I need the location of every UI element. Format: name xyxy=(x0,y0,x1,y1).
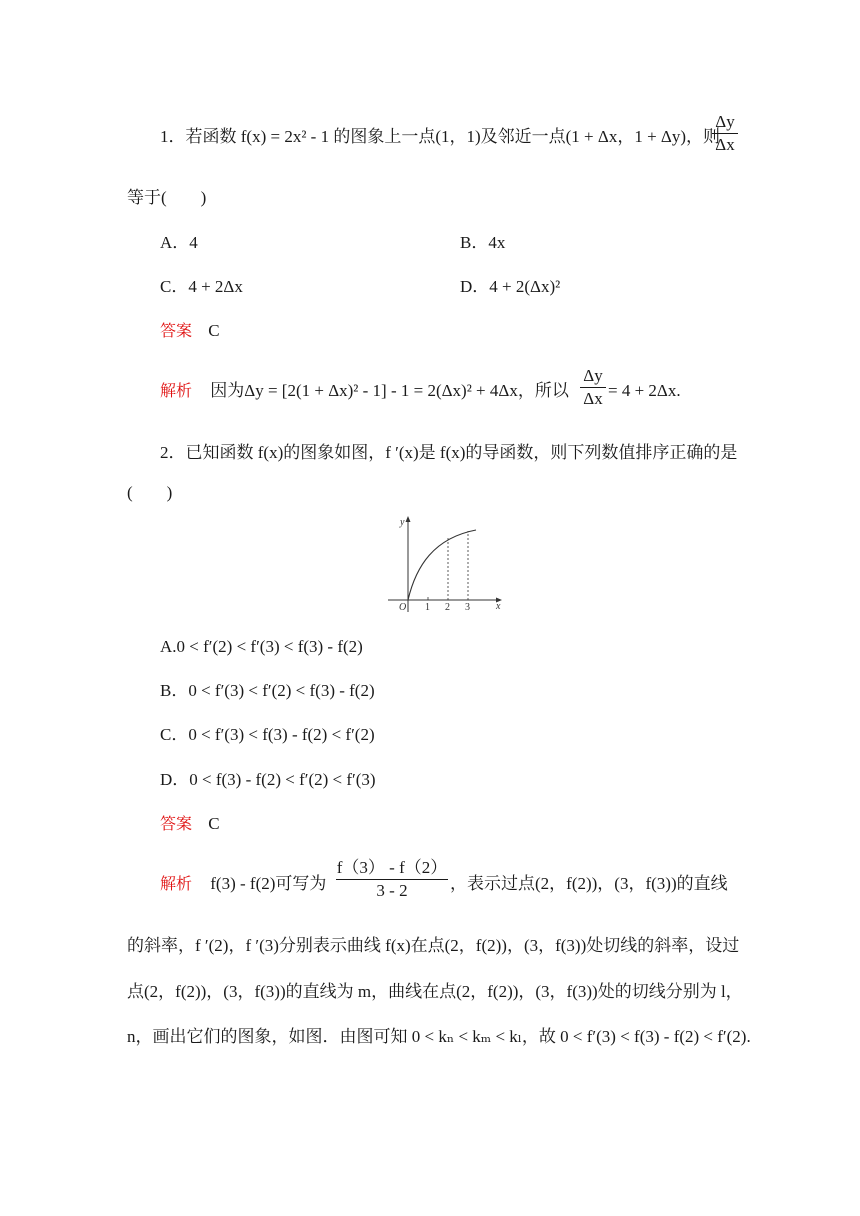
origin-label: O xyxy=(399,602,407,613)
q1-analysis-frac-den: Δx xyxy=(583,389,603,408)
analysis-label: 解析 xyxy=(160,874,193,893)
q1-stem-frac-num: Δy xyxy=(715,112,735,131)
q1-stem-line2: 等于( ) xyxy=(127,188,207,207)
curve xyxy=(408,530,476,600)
analysis-label: 解析 xyxy=(160,381,193,400)
q1-stem-line1: 1．若函数 f(x) = 2x² - 1 的图象上一点(1，1)及邻近一点(1 + Δx，1 + Δy)，则 xyxy=(160,127,721,146)
q2-analysis-fraction xyxy=(336,858,448,901)
q2-analysis-line2: 的斜率，f ′(2)，f ′(3)分别表示曲线 f(x)在点(2，f(2))，(3，f(3))处切线的斜率，设过 xyxy=(127,936,740,955)
y-axis-label: y xyxy=(400,517,405,528)
q2-answer xyxy=(160,813,220,835)
q1-option-c: C．4 + 2Δx xyxy=(160,277,243,296)
answer-label: 答案 xyxy=(160,814,193,833)
function-graph xyxy=(386,514,510,614)
tick-label-3: 3 xyxy=(465,602,470,613)
tick-label-2: 2 xyxy=(445,602,450,613)
q1-analysis xyxy=(160,380,569,402)
q2-option-a: A.0 < f′(2) < f′(3) < f(3) - f(2) xyxy=(160,637,363,656)
x-axis-label: x xyxy=(496,601,501,612)
answer-value: C xyxy=(208,814,220,833)
analysis-pre: f(3) - f(2)可写为 xyxy=(210,874,327,893)
fraction-bar xyxy=(712,133,738,134)
tick-label-1: 1 xyxy=(425,602,430,613)
q1-analysis-tail: = 4 + 2Δx. xyxy=(608,381,681,400)
q2-analysis-frac-num: f（3） - f（2） xyxy=(336,858,448,877)
q1-stem-frac-den: Δx xyxy=(715,135,735,154)
q2-option-d: D．0 < f(3) - f(2) < f′(2) < f′(3) xyxy=(160,770,376,789)
y-axis-arrow xyxy=(406,516,411,522)
q1-option-d: D．4 + 2(Δx)² xyxy=(460,277,561,296)
q2-stem-line1: 2．已知函数 f(x)的图象如图，f ′(x)是 f(x)的导函数，则下列数值排序正确的是 xyxy=(160,443,738,462)
q2-analysis-line1 xyxy=(160,873,326,895)
q1-analysis-frac-num: Δy xyxy=(583,366,603,385)
q1-answer xyxy=(160,320,220,342)
q1-option-b: B．4x xyxy=(460,233,506,252)
q2-analysis-line3: 点(2，f(2))，(3，f(3))的直线为 m，曲线在点(2，f(2))，(3，f(3))处的切线分别为 l， xyxy=(127,982,743,1001)
answer-label: 答案 xyxy=(160,321,193,340)
fraction-bar xyxy=(580,387,606,388)
q1-analysis-fraction xyxy=(580,366,606,409)
answer-value: C xyxy=(208,321,220,340)
analysis-text: 因为Δy = [2(1 + Δx)² - 1] - 1 = 2(Δx)² + 4Δx，所以 xyxy=(210,381,569,400)
q1-stem-fraction xyxy=(712,112,738,155)
q2-option-c: C．0 < f′(3) < f(3) - f(2) < f′(2) xyxy=(160,725,375,744)
q1-option-a: A．4 xyxy=(160,233,198,252)
fraction-bar xyxy=(336,879,448,880)
q2-option-b: B．0 < f′(3) < f′(2) < f(3) - f(2) xyxy=(160,681,375,700)
q2-analysis-frac-den: 3 - 2 xyxy=(376,881,408,900)
q2-stem-line2: ( ) xyxy=(127,483,173,502)
q2-analysis-post: ，表示过点(2，f(2))，(3，f(3))的直线 xyxy=(450,874,728,893)
q2-analysis-line4: n，画出它们的图象，如图．由图可知 0 < kₙ < kₘ < kₗ，故 0 < f′(3) < f(3) - f(2) < f′(2). xyxy=(127,1027,751,1046)
